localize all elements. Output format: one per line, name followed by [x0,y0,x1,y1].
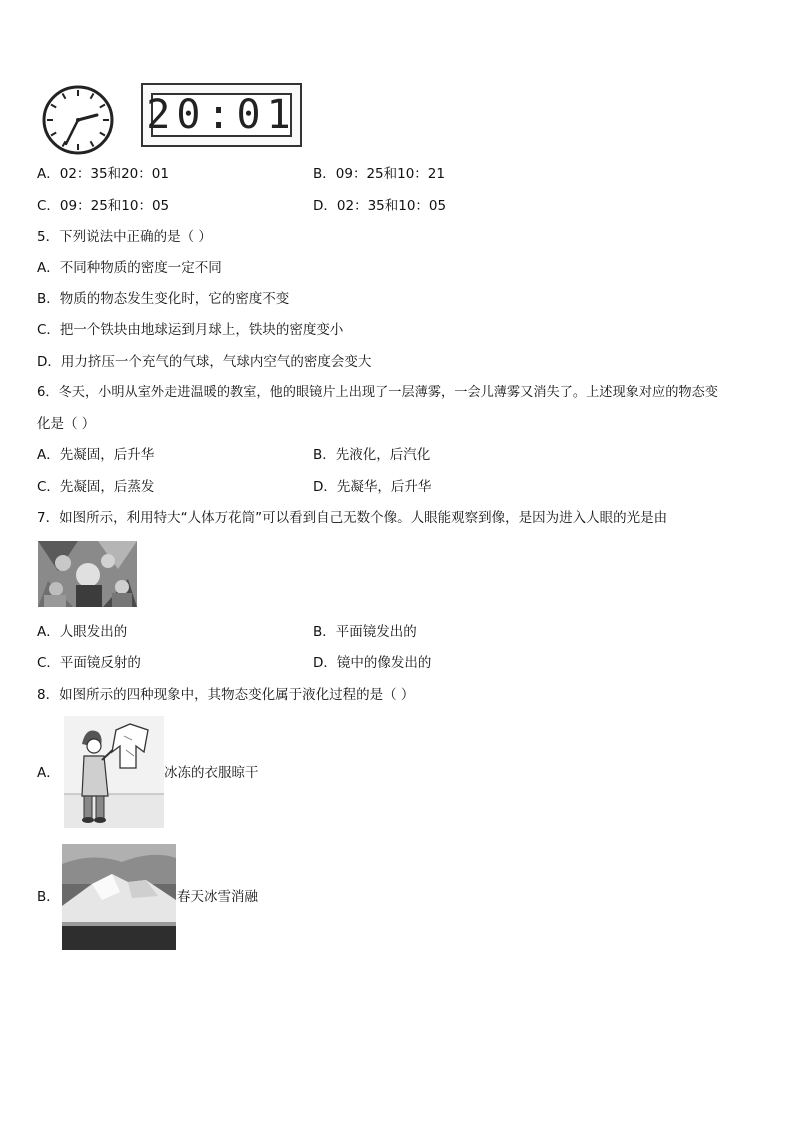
q5-option-a: A．不同种物质的密度一定不同 [37,260,222,276]
q4-option-c: C．09：25和10：05 [37,198,170,214]
q8-question: 8．如图所示的四种现象中，其物态变化属于液化过程的是（ ） [37,687,415,703]
q5-option-b: B．物质的物态发生变化时，它的密度不变 [37,291,290,307]
digital-clock-display: 20:01 [146,92,297,138]
q4-option-d: D．02：35和10：05 [313,198,447,214]
q7-question: 7．如图所示，利用特大“人体万花筒”可以看到自己无数个像。人眼能观察到像，是因为进入人眼的光是由 [37,510,668,526]
q5-question: 5．下列说法中正确的是（ ） [37,229,212,245]
q8-option-a-label: A． [37,765,60,781]
q8-option-a-caption: 冰冻的衣服晾干 [164,765,259,781]
digital-clock [141,83,302,147]
q7-option-a: A．人眼发出的 [37,624,128,640]
q6-question-line1: 6．冬天，小明从室外走进温暖的教室，他的眼镜片上出现了一层薄雾，一会儿薄雾又消失了。上述现象对应的物态变 [37,385,718,400]
q6-option-d: D．先凝华，后升华 [313,479,432,495]
q5-option-d: D．用力挤压一个充气的气球，气球内空气的密度会变大 [37,354,372,370]
q4-option-b: B．09：25和10：21 [313,166,445,182]
q7-option-d: D．镜中的像发出的 [313,655,432,671]
q6-question-line2: 化是（ ） [37,416,96,432]
q7-option-b: B．平面镜发出的 [313,624,417,640]
q6-option-b: B．先液化，后汽化 [313,447,431,463]
q5-option-c: C．把一个铁块由地球运到月球上，铁块的密度变小 [37,322,344,338]
q7-option-c: C．平面镜反射的 [37,655,141,671]
q4-option-a: A．02：35和20：01 [37,166,169,182]
q6-option-c: C．先凝固，后蒸发 [37,479,155,495]
q8-option-b-caption: 春天冰雪消融 [177,889,258,905]
spring-snow-melting-photo [62,844,176,950]
q6-option-a: A．先凝固，后升华 [37,447,155,463]
kaleidoscope-photo [38,541,137,607]
analog-clock [40,84,116,156]
q8-option-b-label: B． [37,889,60,905]
frozen-clothes-drying-illustration [64,716,164,828]
digital-clock-screen [146,92,297,138]
